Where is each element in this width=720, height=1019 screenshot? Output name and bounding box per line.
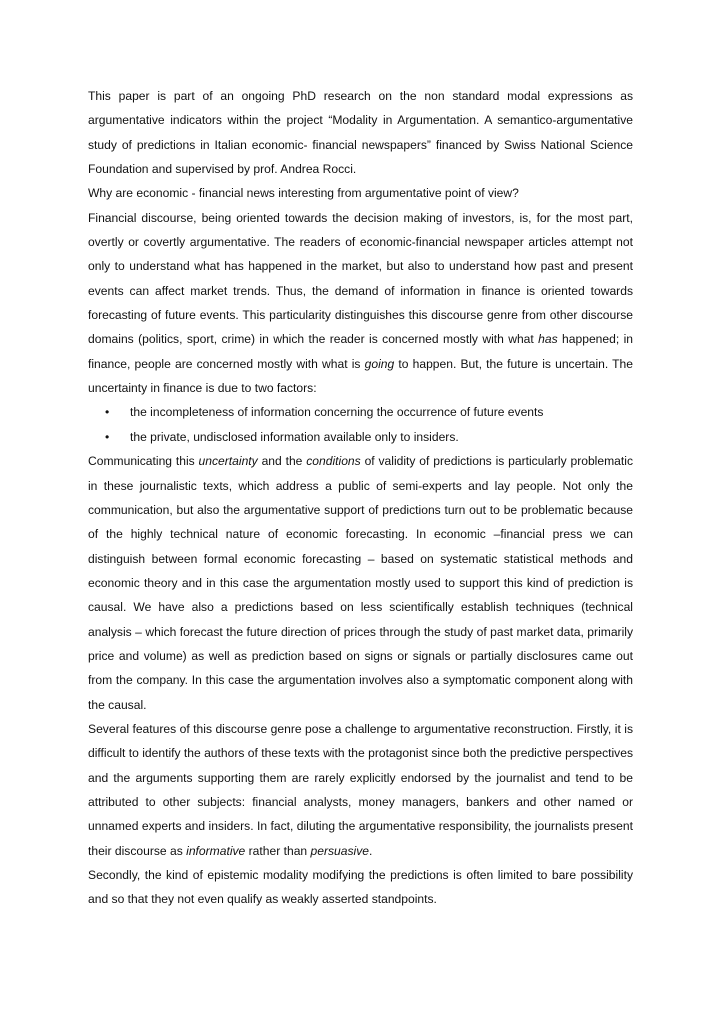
- bullet-icon: •: [105, 429, 110, 444]
- list-item: [88, 400, 633, 424]
- financial-discourse-text-3: to happen. But, the future is uncertain. The uncertainty in finance is due to two factors:: [88, 356, 633, 396]
- document-page: [88, 84, 633, 912]
- list-item: [88, 425, 633, 449]
- list-item-text: the private, undisclosed information available only to insiders.: [130, 429, 459, 444]
- research-question: Why are economic - financial news interesting from argumentative point of view?: [88, 186, 519, 201]
- features-paragraph: [88, 717, 633, 863]
- intro-paragraph: This paper is part of an ongoing PhD research on the non standard modal expressions as argumentative indicators within the project “Modality in Argumentation. A semantico-argumentative study of predictions in Italian economic- financial newspapers” financed by Swiss National Science Foundation and supervised by prof. Andrea Rocci.: [88, 89, 633, 177]
- epistemic-modality-paragraph: Secondly, the kind of epistemic modality modifying the predictions is often limited to bare possibility and so that they not even qualify as weakly asserted standpoints.: [88, 868, 633, 907]
- features-text-3: .: [369, 843, 373, 858]
- italic-uncertainty: uncertainty: [198, 454, 258, 469]
- financial-discourse-text-1: Financial discourse, being oriented towards the decision making of investors, is, for the most part, overtly or covertly argumentative. The readers of economic-financial newspaper articles attempt not only to understand what has happened in the market, but also to understand how past and present events can affect market trends. Thus, the demand of information in finance is oriented towards forecasting of future events. This particularity distinguishes this discourse genre from other discourse domains (politics, sport, crime) in which the reader is concerned mostly with what: [88, 210, 633, 347]
- list-item-text: the incompleteness of information concerning the occurrence of future events: [130, 405, 544, 420]
- italic-going: going: [364, 356, 395, 371]
- italic-conditions: conditions: [306, 454, 361, 469]
- italic-informative: informative: [186, 843, 246, 858]
- communicating-text-3: of validity of predictions is particularly problematic in these journalistic texts, which address a public of semi-experts and lay people. Not only the communication, but also the argumentative support of predictions turn out to be problematic because of the highly technical nature of economic forecasting. In economic –financial press we can distinguish between formal economic forecasting – based on systematic statistical methods and economic theory and in this case the argumentation mostly used to support this kind of prediction is causal. We have also a predictions based on less scientifically establish techniques (technical analysis – which forecast the future direction of prices through the study of past market data, primarily price and volume) as well as prediction based on signs or signals or partially disclosures came out from the company. In this case the argumentation involves also a symptomatic component along with the causal.: [88, 454, 633, 712]
- bullet-icon: •: [105, 405, 110, 420]
- financial-discourse-text-2: happened; in finance, people are concerned mostly with what is: [88, 332, 633, 371]
- features-text-2: rather than: [245, 843, 311, 858]
- communicating-text-1: Communicating this: [88, 454, 199, 469]
- italic-has: has: [538, 332, 558, 347]
- communicating-uncertainty-paragraph: [88, 449, 633, 717]
- italic-persuasive: persuasive: [310, 843, 370, 858]
- features-text-1: Several features of this discourse genre pose a challenge to argumentative reconstruction. Firstly, it is difficult to identify the authors of these texts with the protagonist since both the predictive perspectives and the arguments supporting them are rarely explicitly endorsed by the journalist and tend to be attributed to other subjects: financial analysts, money managers, bankers and other named or unnamed experts and insiders. In fact, diluting the argumentative responsibility, the journalists present their discourse as: [88, 721, 633, 858]
- uncertainty-factors-list: [88, 400, 633, 449]
- financial-discourse-paragraph: [88, 206, 633, 401]
- communicating-text-2: and the: [257, 454, 307, 469]
